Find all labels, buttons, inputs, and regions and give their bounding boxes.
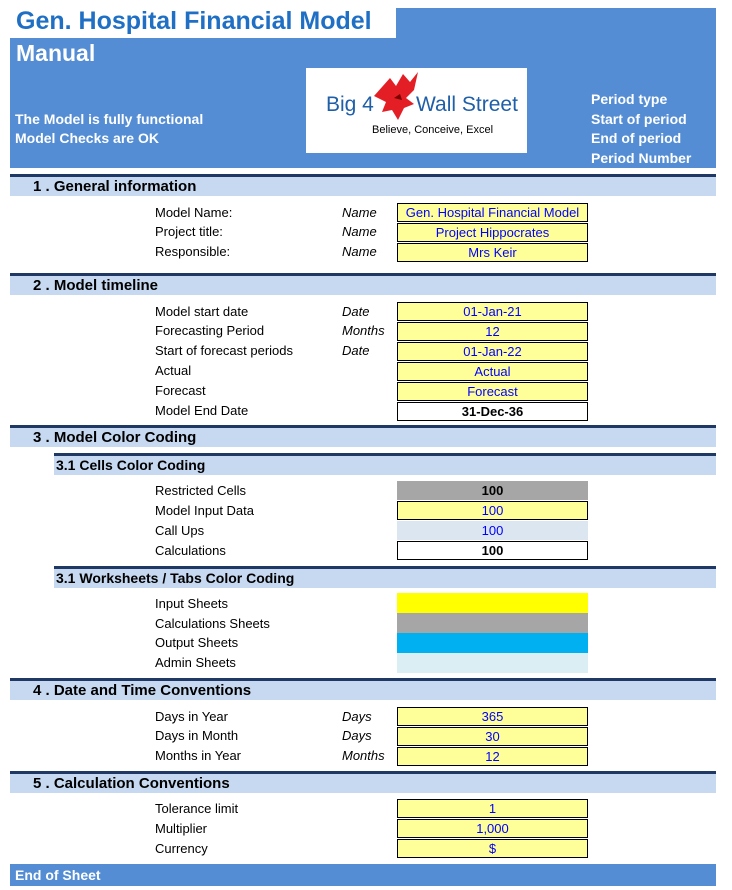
calculations-sample[interactable]: 100 [397, 541, 588, 560]
logo-brand-right: Wall Street [416, 93, 518, 116]
call-ups-sample[interactable]: 100 [397, 521, 588, 540]
input-sheets-swatch [397, 593, 588, 613]
restricted-cells-sample[interactable]: 100 [397, 481, 588, 500]
output-sheets-swatch [397, 633, 588, 653]
calculation-sheets-swatch [397, 613, 588, 633]
status-checks: Model Checks are OK [15, 130, 159, 146]
row-label: Project title: [155, 224, 223, 239]
subsection-cells-color-coding [54, 453, 716, 475]
row-unit: Date [342, 343, 370, 358]
section-title: 4 . Date and Time Conventions [33, 682, 252, 699]
row-unit: Name [342, 224, 377, 239]
forecasting-period-input[interactable]: 12 [397, 322, 588, 341]
row-unit: Days [342, 728, 372, 743]
multiplier-input[interactable]: 1,000 [397, 819, 588, 838]
row-label: Calculations [155, 543, 226, 558]
section-model-timeline [10, 273, 716, 295]
row-label: Start of forecast periods [155, 343, 294, 358]
status-functional: The Model is fully functional [15, 111, 204, 127]
period-type-label: Period type [591, 91, 668, 107]
row-unit: Months [342, 748, 385, 763]
responsible-input[interactable]: Mrs Keir [397, 243, 588, 262]
forecast-start-input[interactable]: 01-Jan-22 [397, 342, 588, 361]
model-name-input[interactable]: Gen. Hospital Financial Model [397, 203, 588, 222]
row-label: Model Input Data [155, 503, 255, 518]
end-of-period-label: End of period [591, 130, 682, 146]
row-unit: Name [342, 205, 377, 220]
row-label: Forecast [155, 383, 206, 398]
row-label: Days in Month [155, 728, 239, 743]
tolerance-limit-input[interactable]: 1 [397, 799, 588, 818]
page-title: Gen. Hospital Financial Model [16, 7, 372, 35]
currency-input[interactable]: $ [397, 839, 588, 858]
row-label: Calculations Sheets [155, 616, 270, 631]
logo-brand-left: Big 4 [326, 93, 374, 116]
row-label: Model End Date [155, 403, 249, 418]
row-label: Model Name: [155, 205, 233, 220]
row-unit: Name [342, 244, 377, 259]
logo-tagline: Believe, Conceive, Excel [372, 124, 494, 136]
row-label: Forecasting Period [155, 323, 265, 338]
eagle-logo-icon [374, 72, 418, 120]
row-label: Responsible: [155, 244, 231, 259]
row-label: Output Sheets [155, 635, 239, 650]
row-label: Admin Sheets [155, 655, 236, 670]
days-in-year-input[interactable]: 365 [397, 707, 588, 726]
section-model-color-coding [10, 425, 716, 447]
forecast-label-input[interactable]: Forecast [397, 382, 588, 401]
model-start-date-input[interactable]: 01-Jan-21 [397, 302, 588, 321]
row-label: Multiplier [155, 821, 208, 836]
row-label: Input Sheets [155, 596, 228, 611]
section-title: 2 . Model timeline [33, 277, 159, 294]
actual-label-input[interactable]: Actual [397, 362, 588, 381]
row-label: Currency [155, 841, 208, 856]
subsection-title: 3.1 Cells Color Coding [56, 457, 206, 473]
section-title: 3 . Model Color Coding [33, 429, 197, 446]
section-title: 5 . Calculation Conventions [33, 775, 230, 792]
section-date-time-conventions [10, 678, 716, 700]
start-of-period-label: Start of period [591, 111, 687, 127]
months-in-year-input[interactable]: 12 [397, 747, 588, 766]
section-title: 1 . General information [33, 178, 197, 195]
admin-sheets-swatch [397, 653, 588, 673]
row-label: Restricted Cells [155, 483, 247, 498]
row-label: Months in Year [155, 748, 242, 763]
input-data-sample[interactable]: 100 [397, 501, 588, 520]
row-label: Model start date [155, 304, 249, 319]
row-unit: Date [342, 304, 370, 319]
row-label: Days in Year [155, 709, 228, 724]
end-of-sheet-label: End of Sheet [15, 867, 101, 883]
subsection-title: 3.1 Worksheets / Tabs Color Coding [56, 570, 295, 586]
end-of-sheet-band [10, 864, 716, 886]
row-label: Actual [155, 363, 192, 378]
project-title-input[interactable]: Project Hippocrates [397, 223, 588, 242]
subsection-worksheets-color-coding [54, 566, 716, 588]
model-end-date-cell[interactable]: 31-Dec-36 [397, 402, 588, 421]
row-unit: Days [342, 709, 372, 724]
row-label: Tolerance limit [155, 801, 239, 816]
period-number-label: Period Number [591, 150, 692, 166]
days-in-month-input[interactable]: 30 [397, 727, 588, 746]
row-unit: Months [342, 323, 385, 338]
big4-logo [306, 68, 527, 153]
row-label: Call Ups [155, 523, 205, 538]
section-general-information [10, 174, 716, 196]
page-subtitle: Manual [16, 40, 96, 66]
section-calculation-conventions [10, 771, 716, 793]
